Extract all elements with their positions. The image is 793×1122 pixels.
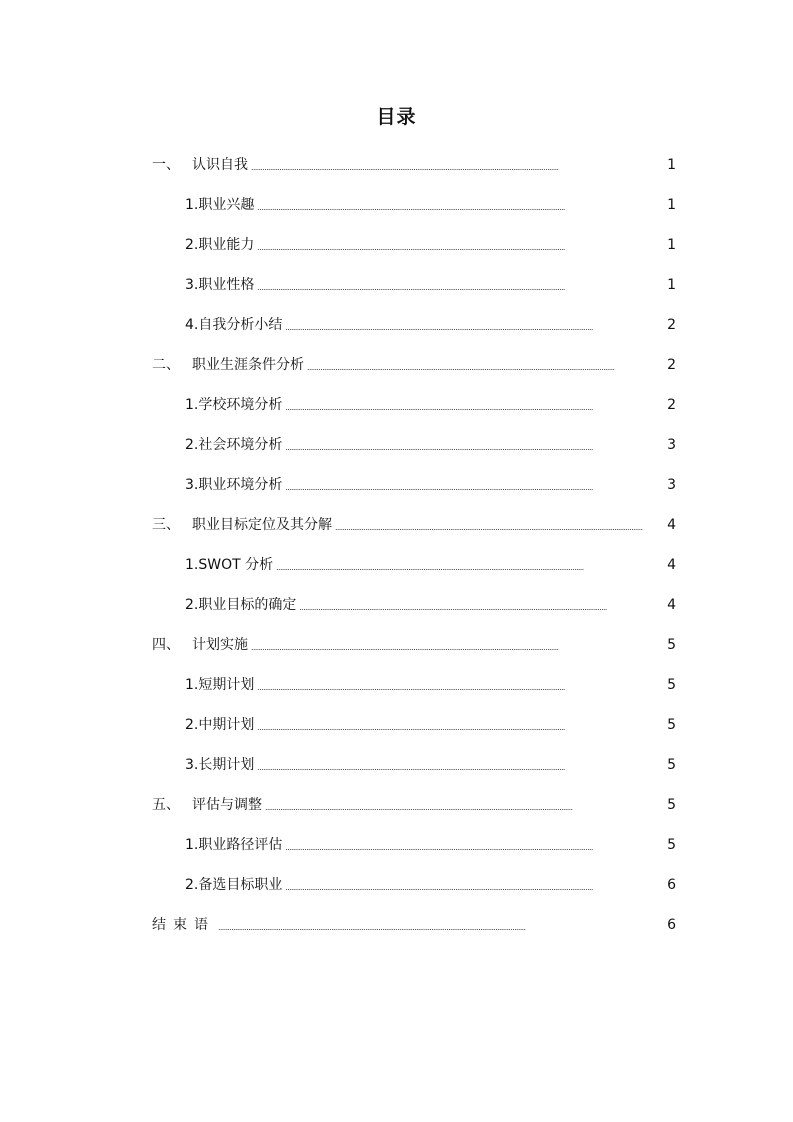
toc-entry-page: 4 — [667, 517, 676, 533]
toc-entry-page: 5 — [667, 717, 676, 733]
dot-leader — [257, 265, 663, 305]
toc-entry-label: 职业生涯条件分析 — [192, 357, 304, 373]
toc-entry-self-knowledge[interactable] — [152, 145, 676, 185]
toc-entry-page: 4 — [667, 557, 676, 573]
toc-entry-label: 认识自我 — [192, 157, 248, 173]
toc-entry-page: 5 — [667, 797, 676, 813]
toc-list — [152, 145, 676, 945]
dot-leader — [251, 625, 663, 665]
toc-title: 目录 — [376, 106, 417, 128]
toc-entry-page: 2 — [667, 397, 676, 413]
toc-entry-label: 评估与调整 — [192, 797, 262, 813]
dot-leader — [307, 345, 663, 385]
toc-entry-label: 2.职业目标的确定 — [185, 597, 297, 613]
toc-entry-number: 一、 — [152, 157, 180, 173]
toc-entry-career-goal[interactable] — [152, 505, 676, 545]
toc-entry-page: 1 — [667, 277, 676, 293]
toc-entry-short-term-plan[interactable] — [152, 665, 676, 705]
toc-entry-number: 四、 — [152, 637, 180, 653]
toc-entry-conclusion[interactable] — [152, 905, 676, 945]
toc-entry-goal-determination[interactable] — [152, 585, 676, 625]
toc-entry-label: 1.学校环境分析 — [185, 397, 283, 413]
toc-entry-career-ability[interactable] — [152, 225, 676, 265]
toc-entry-alternative-career[interactable] — [152, 865, 676, 905]
toc-entry-label: 结束语 — [152, 917, 215, 933]
toc-entry-page: 5 — [667, 837, 676, 853]
toc-entry-page: 4 — [667, 597, 676, 613]
toc-entry-school-environment[interactable] — [152, 385, 676, 425]
dot-leader — [257, 225, 663, 265]
toc-entry-page: 5 — [667, 637, 676, 653]
toc-entry-label: 1.职业路径评估 — [185, 837, 283, 853]
toc-entry-label: 3.长期计划 — [185, 757, 255, 773]
toc-entry-social-environment[interactable] — [152, 425, 676, 465]
toc-entry-career-conditions[interactable] — [152, 345, 676, 385]
toc-entry-label: 4.自我分析小结 — [185, 317, 283, 333]
toc-entry-page: 2 — [667, 317, 676, 333]
dot-leader — [257, 705, 663, 745]
dot-leader — [276, 545, 663, 585]
dot-leader — [285, 465, 663, 505]
toc-entry-label: 3.职业性格 — [185, 277, 255, 293]
toc-entry-label: 1.SWOT 分析 — [185, 557, 274, 573]
toc-entry-page: 2 — [667, 357, 676, 373]
toc-entry-career-personality[interactable] — [152, 265, 676, 305]
dot-leader — [265, 785, 663, 825]
toc-entry-page: 6 — [667, 917, 676, 933]
toc-entry-path-evaluation[interactable] — [152, 825, 676, 865]
toc-entry-label: 2.社会环境分析 — [185, 437, 283, 453]
toc-entry-self-analysis-summary[interactable] — [152, 305, 676, 345]
toc-entry-page: 1 — [667, 237, 676, 253]
dot-leader — [285, 825, 663, 865]
toc-entry-label: 3.职业环境分析 — [185, 477, 283, 493]
dot-leader — [257, 665, 663, 705]
toc-entry-page: 5 — [667, 677, 676, 693]
toc-entry-label: 2.备选目标职业 — [185, 877, 283, 893]
dot-leader — [257, 185, 663, 225]
toc-entry-page: 3 — [667, 477, 676, 493]
toc-entry-label: 1.职业兴趣 — [185, 197, 255, 213]
dot-leader — [285, 425, 663, 465]
dot-leader — [257, 745, 663, 785]
dot-leader — [285, 385, 663, 425]
toc-entry-career-interest[interactable] — [152, 185, 676, 225]
toc-entry-number: 二、 — [152, 357, 180, 373]
toc-entry-label: 职业目标定位及其分解 — [192, 517, 332, 533]
toc-entry-number: 五、 — [152, 797, 180, 813]
toc-entry-page: 6 — [667, 877, 676, 893]
toc-entry-page: 1 — [667, 157, 676, 173]
toc-entry-page: 1 — [667, 197, 676, 213]
toc-entry-label: 计划实施 — [192, 637, 248, 653]
toc-entry-mid-term-plan[interactable] — [152, 705, 676, 745]
toc-entry-label: 2.职业能力 — [185, 237, 255, 253]
toc-entry-evaluation-adjustment[interactable] — [152, 785, 676, 825]
toc-entry-long-term-plan[interactable] — [152, 745, 676, 785]
dot-leader — [299, 585, 663, 625]
dot-leader — [285, 865, 663, 905]
dot-leader — [218, 905, 663, 945]
dot-leader — [251, 145, 663, 185]
toc-entry-page: 3 — [667, 437, 676, 453]
toc-entry-label: 1.短期计划 — [185, 677, 255, 693]
toc-entry-label: 2.中期计划 — [185, 717, 255, 733]
dot-leader — [285, 305, 663, 345]
toc-entry-swot-analysis[interactable] — [152, 545, 676, 585]
toc-entry-number: 三、 — [152, 517, 180, 533]
toc-entry-career-environment[interactable] — [152, 465, 676, 505]
toc-entry-plan-implementation[interactable] — [152, 625, 676, 665]
dot-leader — [335, 505, 663, 545]
toc-entry-page: 5 — [667, 757, 676, 773]
